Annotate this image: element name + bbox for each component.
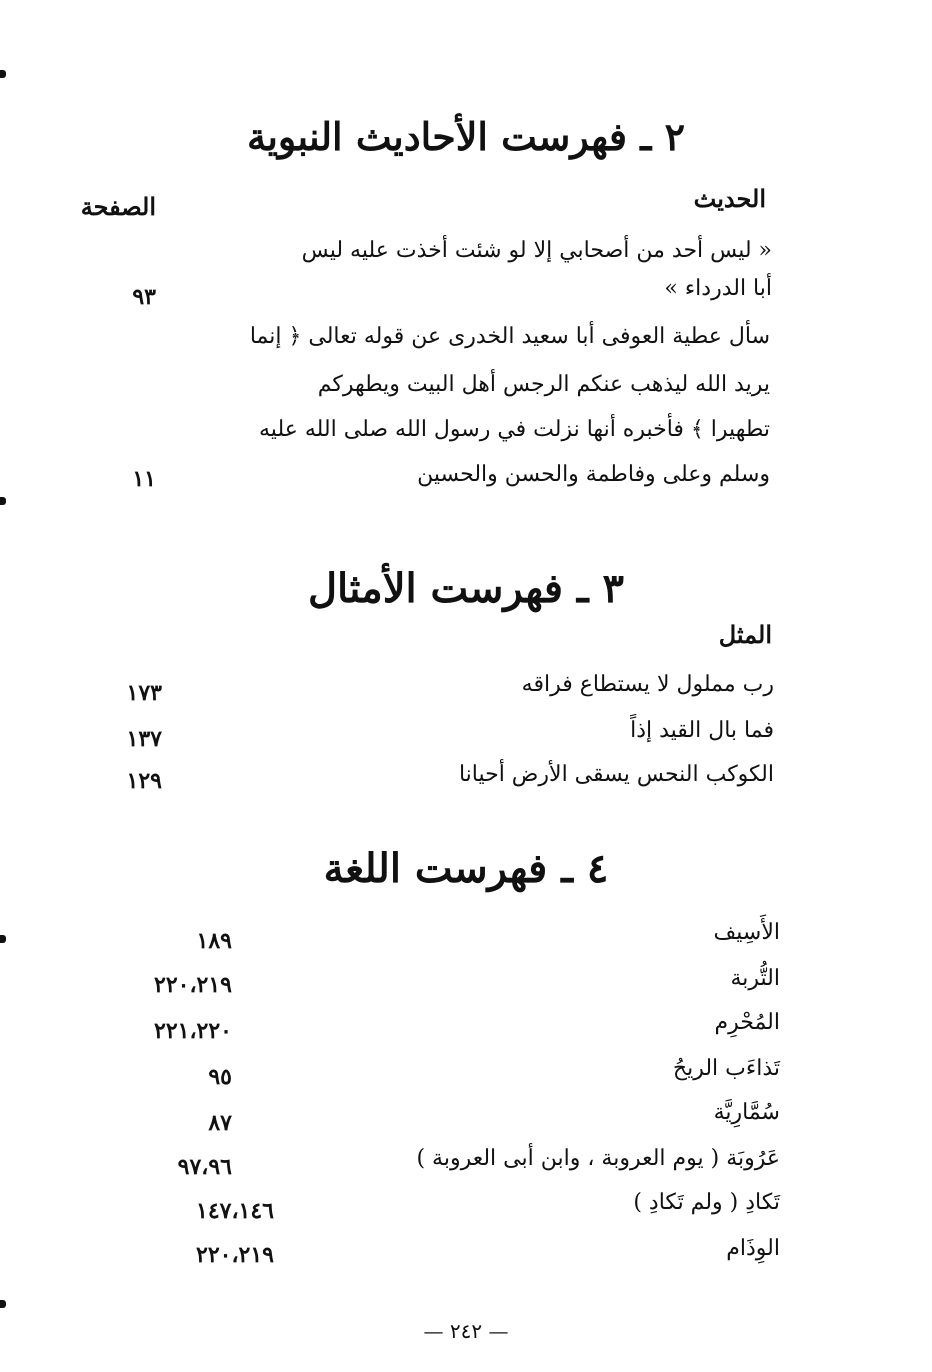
word-entry: سُمَّارِيَّة — [713, 1100, 780, 1125]
hadith-section-title: ٢ ـ فهرست الأحاديث النبوية — [246, 114, 686, 159]
word-page-number: ٩٧،٩٦ — [177, 1154, 232, 1180]
word-entry: الأَسِيف — [713, 920, 780, 945]
scan-mark — [0, 935, 6, 943]
proverb-text: فما بال القيد إذاً — [630, 718, 774, 743]
word-page-number: ١٤٧،١٤٦ — [196, 1198, 274, 1224]
hadith-line: يريد الله ليذهب عنكم الرجس أهل البيت ويطهركم — [317, 372, 770, 397]
hadith-line: سأل عطية العوفى أبا سعيد الخدرى عن قوله تعالى ﴿ إنما — [249, 324, 770, 349]
scan-mark — [0, 70, 6, 78]
proverbs-section-title: ٣ ـ فهرست الأمثال — [307, 565, 625, 612]
proverb-text: رب مملول لا يستطاع فراقه — [521, 672, 774, 697]
word-page-number: ١٨٩ — [196, 928, 232, 954]
proverb-column-heading: المثل — [718, 620, 772, 649]
word-entry: المُحْرِم — [714, 1010, 780, 1035]
page-number: — ٢٤٢ — — [423, 1319, 509, 1343]
word-entry: عَرُوبَة ( يوم العروبة ، وابن أبى العروبة ) — [416, 1146, 780, 1171]
word-page-number: ٩٥ — [208, 1064, 232, 1090]
hadith-column-heading: الحديث — [693, 184, 766, 213]
word-page-number: ٢٢١،٢٢٠ — [154, 1018, 232, 1044]
word-entry: الوِذَام — [726, 1236, 780, 1261]
hadith-line: وسلم وعلى وفاطمة والحسن والحسين — [417, 462, 770, 487]
word-entry: تَذاءَب الريحُ — [672, 1056, 780, 1081]
word-page-number: ٢٢٠،٢١٩ — [196, 1242, 274, 1268]
word-page-number: ٨٧ — [208, 1110, 232, 1136]
page-column-heading: الصفحة — [80, 192, 156, 221]
hadith-page-number: ٩٣ — [132, 284, 156, 310]
word-entry: تَكادِ ( ولم تَكادِ ) — [633, 1190, 780, 1215]
word-entry: التُّربة — [730, 966, 780, 991]
hadith-line: تطهيرا ﴾ فأخبره أنها نزلت في رسول الله صلى الله عليه — [259, 417, 770, 442]
proverb-page-number: ١٢٩ — [126, 768, 162, 794]
word-page-number: ٢٢٠،٢١٩ — [154, 972, 232, 998]
language-section-title: ٤ ـ فهرست اللغة — [323, 845, 609, 892]
proverb-page-number: ١٧٣ — [126, 680, 162, 706]
hadith-line: « ليس أحد من أصحابي إلا لو شئت أخذت عليه ليس — [301, 238, 772, 263]
proverb-page-number: ١٣٧ — [126, 726, 162, 752]
hadith-page-number: ١١ — [132, 466, 156, 492]
scan-mark — [0, 497, 6, 505]
hadith-line: أبا الدرداء » — [664, 276, 772, 301]
proverb-text: الكوكب النحس يسقى الأرض أحيانا — [458, 762, 774, 787]
scan-mark — [0, 1300, 6, 1308]
